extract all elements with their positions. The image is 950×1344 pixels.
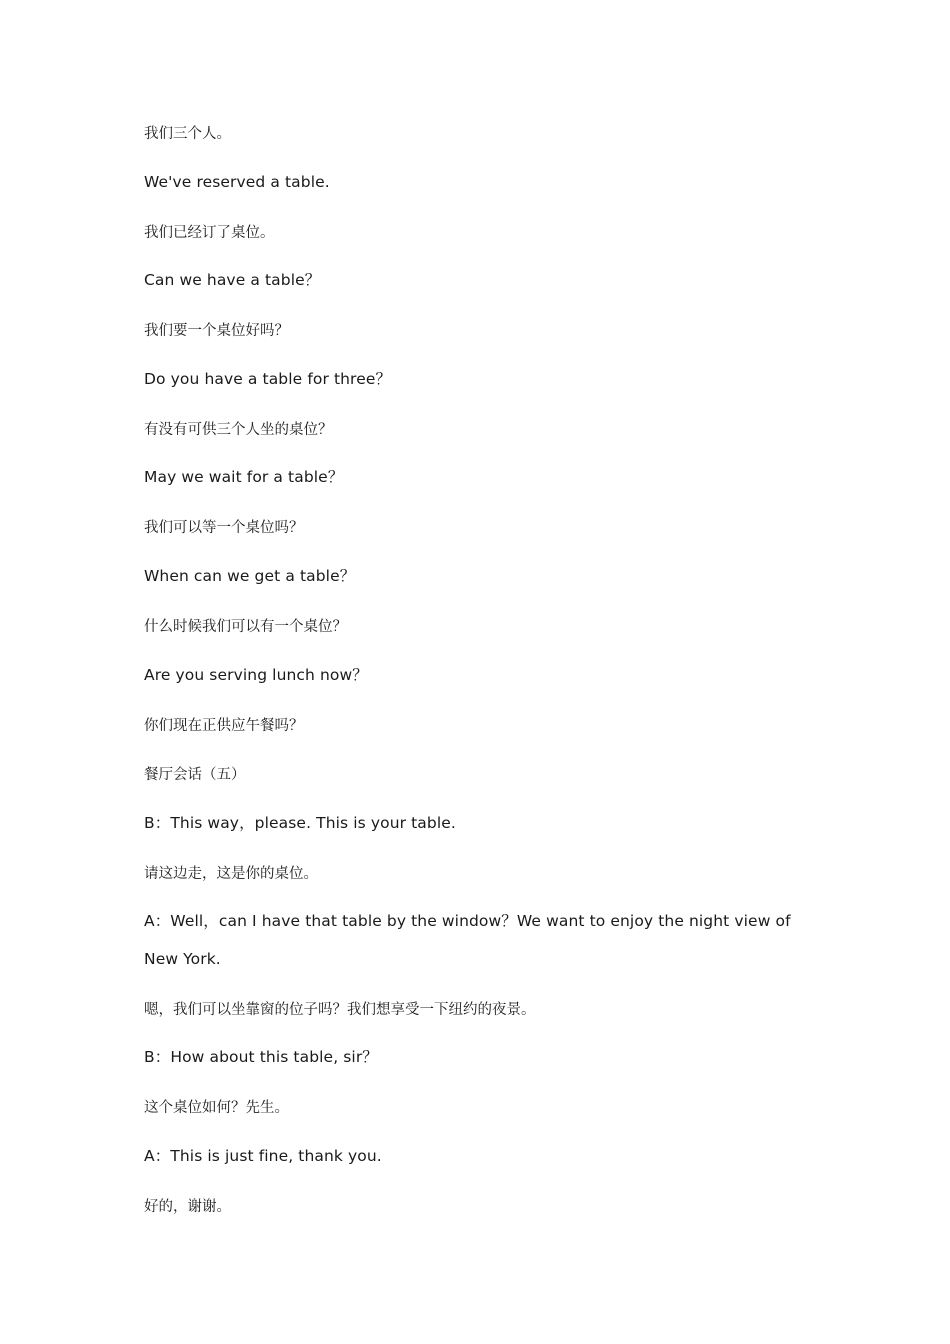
text-line-en: May we wait for a table？ [144,468,344,486]
text-line-zh: 你们现在正供应午餐吗？ [144,718,304,734]
text-line-en: A：This is just fine, thank you. [144,1147,382,1165]
text-line-zh: 嗯，我们可以坐靠窗的位子吗？我们想享受一下纽约的夜景。 [144,1002,536,1018]
text-line-zh: 我们三个人。 [144,126,231,142]
text-line-en: We've reserved a table. [144,173,330,191]
text-line-zh: 好的，谢谢。 [144,1199,231,1215]
text-line-zh: 有没有可供三个人坐的桌位？ [144,422,333,438]
text-line-zh: 请这边走，这是你的桌位。 [144,866,318,882]
text-line-en: When can we get a table？ [144,567,356,585]
text-line-zh: 这个桌位如何？先生。 [144,1100,289,1116]
text-line-en: Do you have a table for three？ [144,370,392,388]
text-line-zh: 我们要一个桌位好吗？ [144,323,289,339]
text-line-zh: 什么时候我们可以有一个桌位？ [144,619,347,635]
text-line-en: Are you serving lunch now？ [144,666,368,684]
text-line-en: B：How about this table, sir？ [144,1048,378,1066]
text-line-zh: 我们可以等一个桌位吗？ [144,520,304,536]
text-line-en: A：Well，can I have that table by the window？We want to enjoy the night view of [144,912,791,930]
text-line-en: New York. [144,950,221,968]
text-line-en: B：This way，please. This is your table. [144,814,456,832]
text-line-zh: 我们已经订了桌位。 [144,225,275,241]
section-heading: 餐厅会话（五） [144,767,246,783]
text-line-en: Can we have a table？ [144,271,321,289]
